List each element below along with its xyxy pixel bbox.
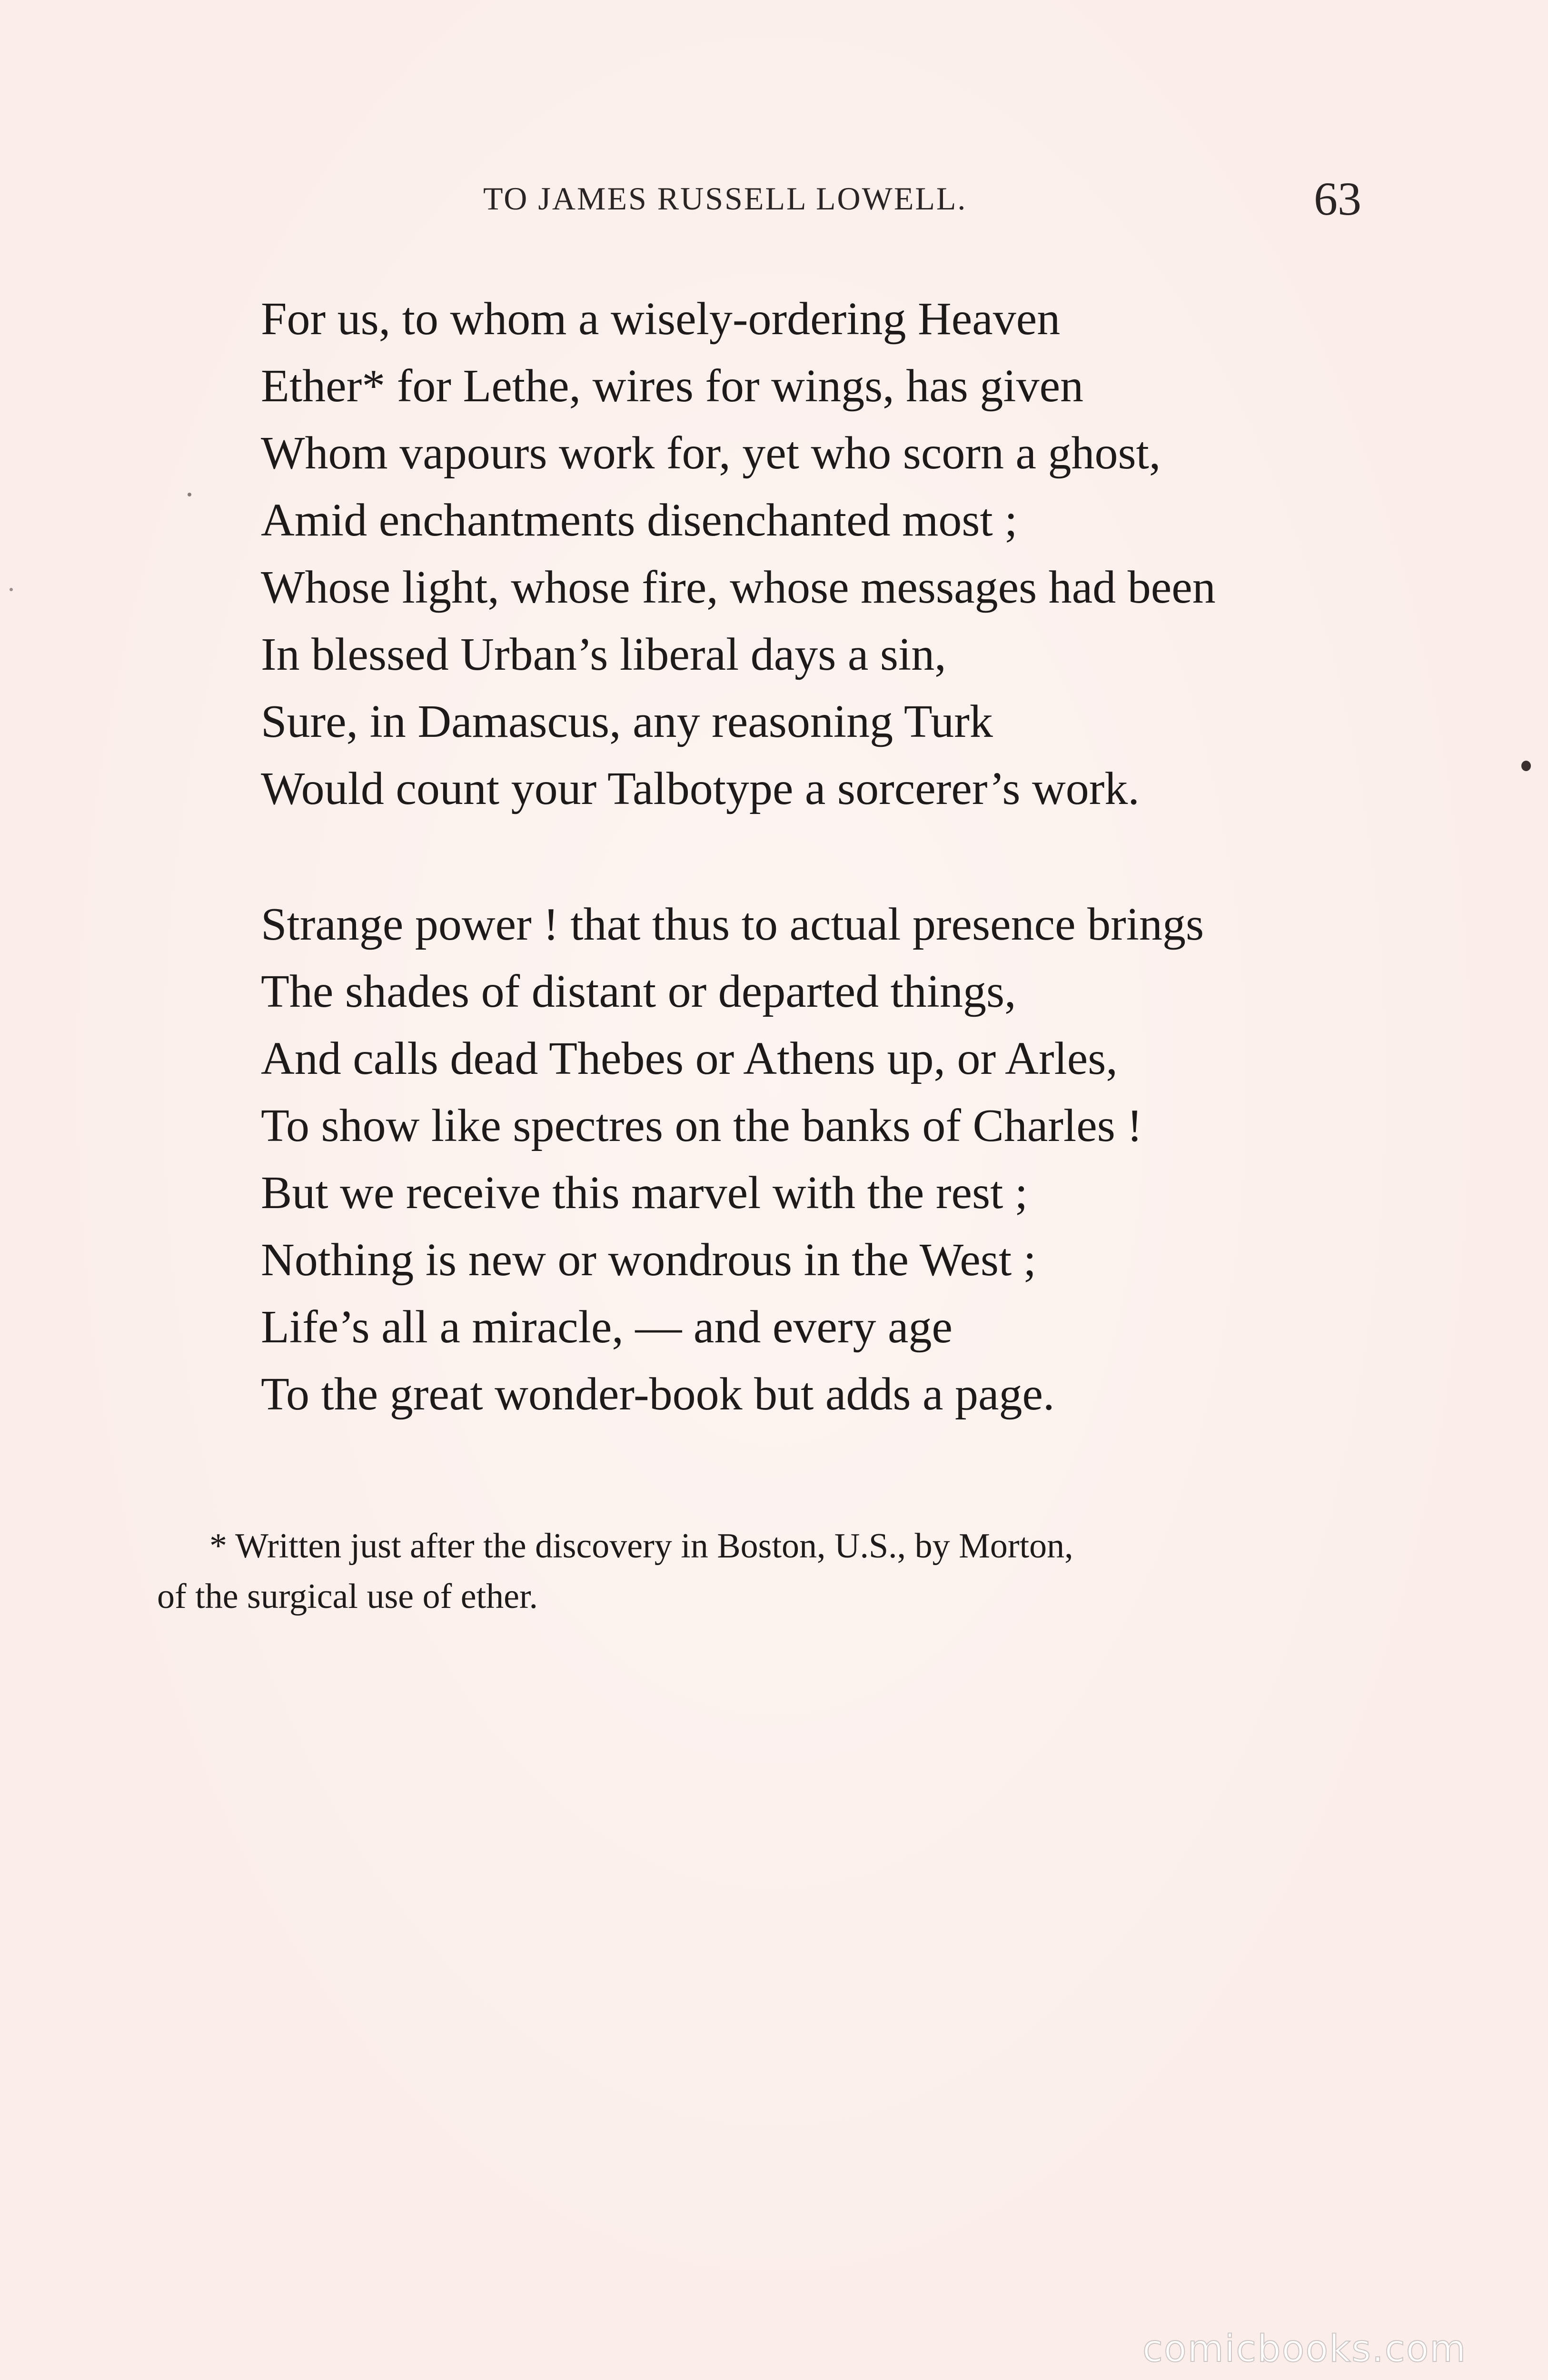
verse-line: Amid enchantments disenchanted most ; bbox=[261, 495, 1018, 546]
ink-speck bbox=[188, 493, 191, 496]
verse-line: The shades of distant or departed things, bbox=[261, 966, 1016, 1017]
verse-line: Whom vapours work for, yet who scorn a ghost, bbox=[261, 427, 1161, 479]
verse-line: To the great wonder-book but adds a page. bbox=[261, 1368, 1055, 1420]
watermark-text: comicbooks.com bbox=[1142, 2328, 1467, 2370]
verse-line: Nothing is new or wondrous in the West ; bbox=[261, 1234, 1036, 1286]
stanza-2 bbox=[261, 891, 1204, 1428]
verse-line: Ether* for Lethe, wires for wings, has given bbox=[261, 360, 1084, 412]
verse-line: And calls dead Thebes or Athens up, or Arles, bbox=[261, 1033, 1118, 1084]
ink-speck bbox=[10, 588, 13, 591]
verse-line: Sure, in Damascus, any reasoning Turk bbox=[261, 696, 993, 747]
verse-line: In blessed Urban’s liberal days a sin, bbox=[261, 629, 946, 680]
verse-line: But we receive this marvel with the rest ; bbox=[261, 1167, 1028, 1219]
verse-line: Would count your Talbotype a sorcerer’s work. bbox=[261, 763, 1140, 814]
running-title: TO JAMES RUSSELL LOWELL. bbox=[483, 180, 967, 217]
verse-line: To show like spectres on the banks of Charles ! bbox=[261, 1100, 1142, 1151]
page-number: 63 bbox=[1314, 172, 1361, 225]
ink-speck bbox=[1521, 761, 1531, 771]
footnote-line: of the surgical use of ether. bbox=[157, 1577, 538, 1616]
stanza-1 bbox=[261, 286, 1216, 823]
verse-line: Strange power ! that thus to actual presence brings bbox=[261, 899, 1204, 950]
footnote-line: * Written just after the discovery in Boston, U.S., by Morton, bbox=[209, 1527, 1073, 1566]
footnote bbox=[157, 1521, 1357, 1622]
verse-line: Whose light, whose fire, whose messages had been bbox=[261, 562, 1216, 613]
verse-line: For us, to whom a wisely-ordering Heaven bbox=[261, 293, 1061, 345]
verse-line: Life’s all a miracle, — and every age bbox=[261, 1301, 953, 1353]
